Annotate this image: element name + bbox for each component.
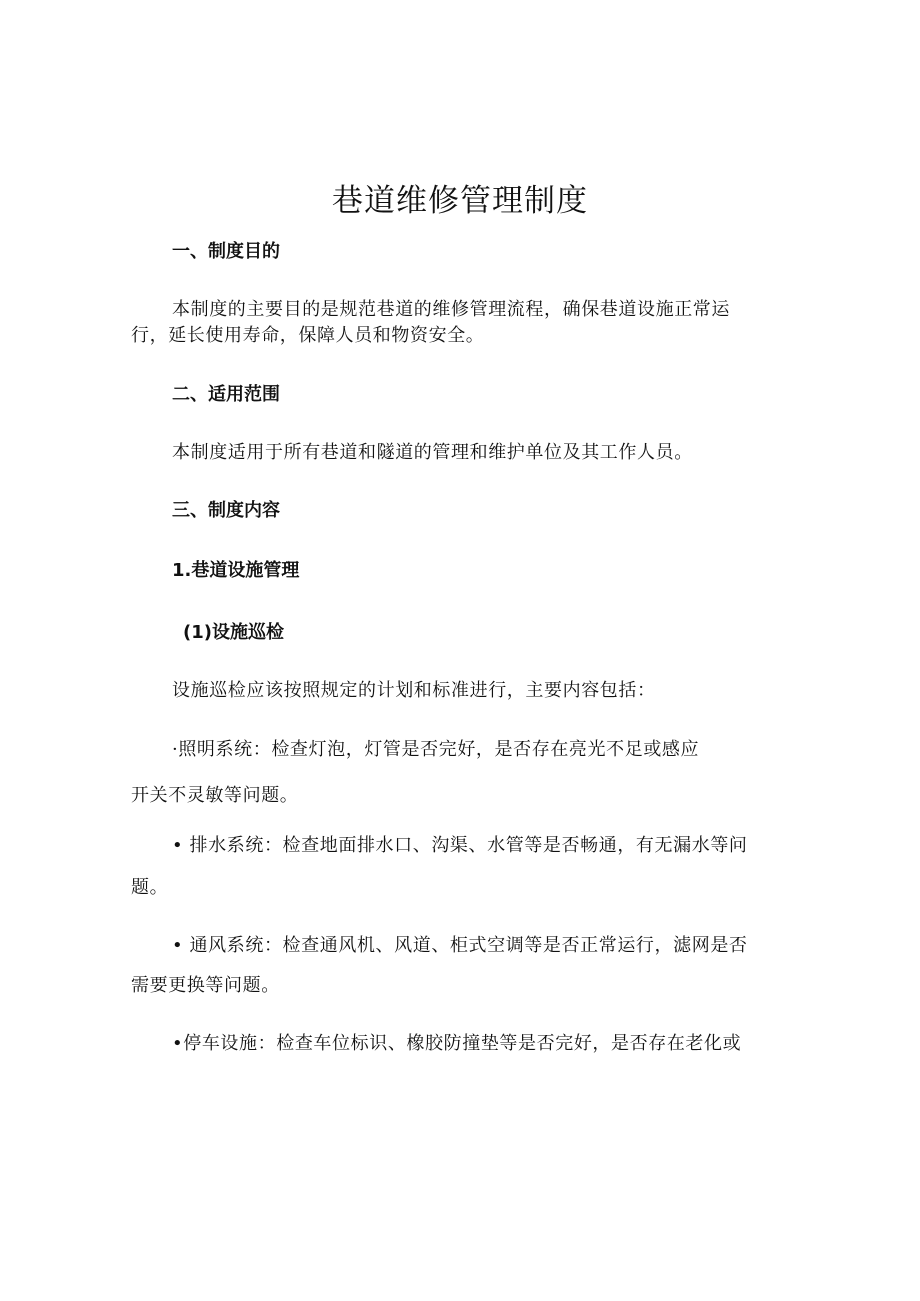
purpose-line-2: 行，延长使用寿命，保障人员和物资安全。 (131, 325, 485, 346)
section-heading-scope: 二、适用范围 (172, 384, 280, 405)
bullet-parking-line-1: •停车设施：检查车位标识、橡胶防撞垫等是否完好，是否存在老化或 (172, 1033, 742, 1054)
document-title: 巷道维修管理制度 (332, 183, 588, 219)
bullet-lighting-line-2: 开关不灵敏等问题。 (131, 785, 299, 806)
bullet-lighting-line-1: ·照明系统：检查灯泡，灯管是否完好，是否存在亮光不足或感应 (172, 739, 700, 760)
scope-line-1: 本制度适用于所有巷道和隧道的管理和维护单位及其工作人员。 (172, 442, 693, 463)
bullet-ventilation-line-2: 需要更换等问题。 (131, 975, 280, 996)
bullet-ventilation-line-1: • 通风系统：检查通风机、风道、柜式空调等是否正常运行，滤网是否 (172, 935, 748, 956)
bullet-drainage-line-2: 题。 (131, 877, 169, 898)
bullet-drainage-line-1: • 排水系统：检查地面排水口、沟渠、水管等是否畅通，有无漏水等问 (172, 835, 748, 856)
section-heading-content: 三、制度内容 (172, 500, 280, 521)
subsection-heading-facility-management: 1.巷道设施管理 (172, 560, 300, 581)
purpose-line-1: 本制度的主要目的是规范巷道的维修管理流程，确保巷道设施正常运 (172, 299, 730, 320)
inspection-intro: 设施巡检应该按照规定的计划和标准进行，主要内容包括： (172, 680, 656, 701)
section-heading-purpose: 一、制度目的 (172, 241, 280, 262)
item-heading-facility-inspection: (1)设施巡检 (183, 622, 284, 643)
